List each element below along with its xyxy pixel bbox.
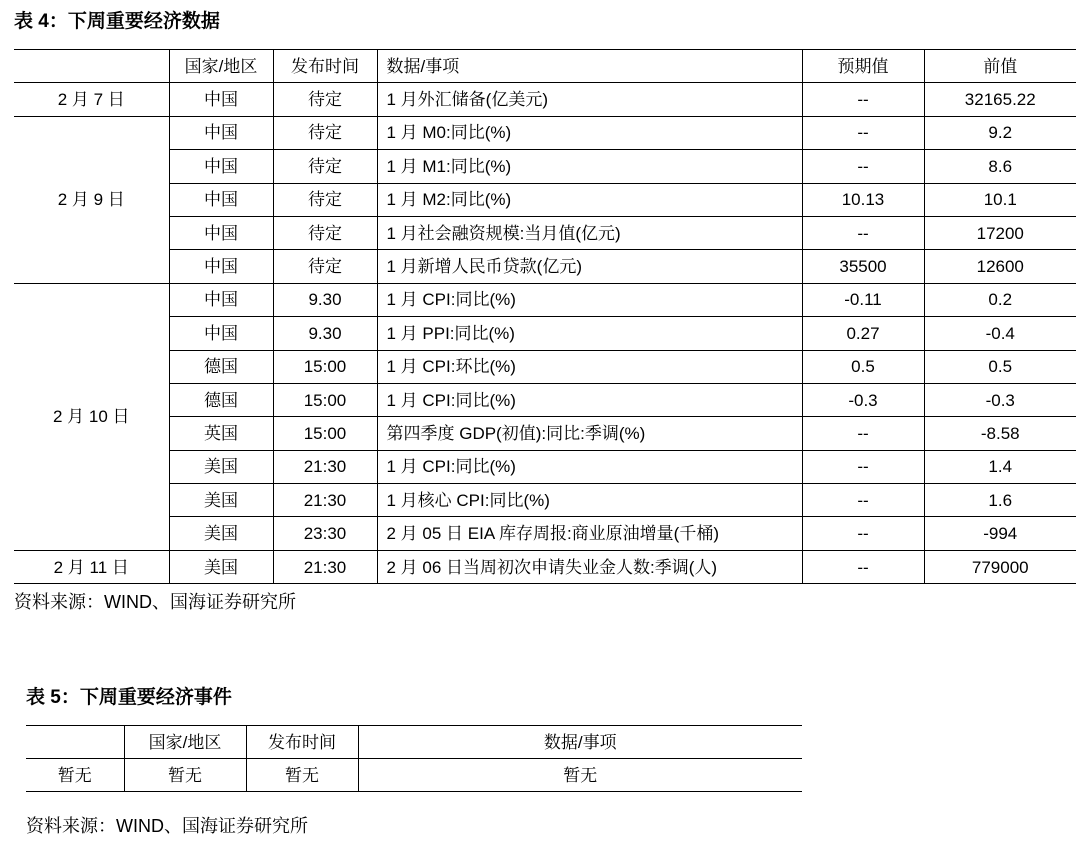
economic-events-table [26,725,802,792]
forecast-cell: -- [802,450,924,483]
country-cell: 美国 [169,550,273,583]
previous-cell: -994 [983,524,1018,544]
table-row [14,417,1076,450]
release-time-cell: 15:00 [273,350,377,383]
previous-cell: -0.3 [924,383,1076,416]
header-item: 数据/事项 [377,50,802,83]
item-cell: 1 月 CPI:环比(%) [377,350,802,383]
previous-cell: 10.1 [924,183,1076,216]
event-date-cell: 暂无 [26,759,124,792]
table-row [14,283,1076,316]
event-item-cell: 暂无 [563,765,598,785]
header-date [26,726,124,759]
previous-cell: 8.6 [924,150,1076,183]
previous-cell: 0.5 [924,350,1076,383]
country-cell: 中国 [169,216,273,249]
item-cell: 1 月社会融资规模:当月值(亿元) [377,216,802,249]
event-country-cell: 暂无 [124,759,246,792]
release-time-cell: 15:00 [273,383,377,416]
country-cell: 中国 [169,150,273,183]
item-cell: 1 月 M1:同比(%) [377,150,802,183]
date-cell: 2 月 7 日 [14,83,169,116]
item-cell: 1 月外汇储备(亿美元) [377,83,802,116]
table4-title: 表 4：下周重要经济数据 [14,11,220,32]
country-cell: 德国 [169,383,273,416]
table-row [14,83,1076,116]
item-cell: 第四季度 GDP(初值):同比:季调(%) [377,417,802,450]
table-row [14,150,1076,183]
previous-cell: 0.2 [924,283,1076,316]
header-item: 数据/事项 [358,726,802,759]
item-cell: 1 月 M0:同比(%) [377,116,802,149]
forecast-cell: -0.11 [802,283,924,316]
country-cell: 英国 [169,417,273,450]
table-row [14,383,1076,416]
forecast-cell: -- [802,116,924,149]
release-time-cell: 21:30 [273,484,377,517]
table-row [14,450,1076,483]
forecast-cell: 0.27 [802,317,924,350]
item-cell: 1 月 PPI:同比(%) [377,317,802,350]
item-cell: 2 月 05 日 EIA 库存周报:商业原油增量(千桶) [377,517,802,550]
date-cell: 2 月 10 日 [14,283,169,550]
item-cell: 1 月 CPI:同比(%) [377,383,802,416]
country-cell: 中国 [169,116,273,149]
previous-cell: 779000 [924,550,1076,583]
release-time-cell: 21:30 [273,550,377,583]
table-row [14,517,1076,550]
table5-source: 资料来源：WIND、国海证券研究所 [26,816,308,836]
release-time-cell: 待定 [273,83,377,116]
release-time-cell: 15:00 [273,417,377,450]
release-time-cell: 9.30 [273,283,377,316]
forecast-cell: -- [802,83,924,116]
release-time-cell: 9.30 [273,317,377,350]
previous-cell: -0.4 [924,317,1076,350]
table-row [14,350,1076,383]
release-time-cell: 待定 [273,150,377,183]
release-time-cell: 待定 [273,183,377,216]
table-row [14,250,1076,283]
country-cell: 中国 [169,317,273,350]
release-time-cell: 21:30 [273,450,377,483]
table5-title: 表 5：下周重要经济事件 [26,687,232,708]
forecast-cell: -- [802,150,924,183]
header-previous: 前值 [924,50,1076,83]
item-cell: 1 月 M2:同比(%) [377,183,802,216]
forecast-cell: 35500 [802,250,924,283]
table4-source: 资料来源：WIND、国海证券研究所 [14,592,296,612]
forecast-cell: -- [802,484,924,517]
item-cell: 1 月 CPI:同比(%) [377,283,802,316]
event-time-cell: 暂无 [246,759,358,792]
previous-cell: 17200 [924,216,1076,249]
item-cell: 1 月 CPI:同比(%) [377,450,802,483]
country-cell: 美国 [169,450,273,483]
forecast-cell: 10.13 [802,183,924,216]
forecast-cell: 0.5 [802,350,924,383]
country-cell: 中国 [169,283,273,316]
item-cell: 1 月新增人民币贷款(亿元) [377,250,802,283]
table-row [14,216,1076,249]
previous-cell: -8.58 [924,417,1076,450]
table-header-row [26,726,802,759]
table-row [14,550,1076,583]
previous-cell: 1.6 [924,484,1076,517]
release-time-cell: 23:30 [273,517,377,550]
previous-cell: 12600 [976,257,1024,277]
economic-data-table [14,49,1076,584]
country-cell: 中国 [169,250,273,283]
forecast-cell: -0.3 [802,383,924,416]
table-row [14,183,1076,216]
country-cell: 美国 [169,484,273,517]
forecast-cell: -- [802,517,924,550]
previous-cell: 1.4 [924,450,1076,483]
release-time-cell: 待定 [273,216,377,249]
country-cell: 德国 [169,350,273,383]
header-release-time: 发布时间 [246,726,358,759]
header-country: 国家/地区 [124,726,246,759]
country-cell: 中国 [169,183,273,216]
header-date [14,50,169,83]
header-release-time: 发布时间 [273,50,377,83]
release-time-cell: 待定 [273,250,377,283]
date-cell: 2 月 9 日 [14,116,169,283]
table-header-row [14,50,1076,83]
forecast-cell: -- [802,216,924,249]
item-cell: 1 月核心 CPI:同比(%) [377,484,802,517]
item-cell: 2 月 06 日当周初次申请失业金人数:季调(人) [377,550,802,583]
table4-body [14,83,1076,584]
forecast-cell: -- [802,417,924,450]
country-cell: 美国 [169,517,273,550]
previous-cell: 9.2 [924,116,1076,149]
previous-cell: 32165.22 [964,90,1036,110]
header-forecast: 预期值 [802,50,924,83]
header-country: 国家/地区 [169,50,273,83]
country-cell: 中国 [169,83,273,116]
release-time-cell: 待定 [273,116,377,149]
table-row [14,116,1076,149]
forecast-cell: -- [802,550,924,583]
table-row [14,317,1076,350]
table-row [26,759,802,792]
table-row [14,484,1076,517]
date-cell: 2 月 11 日 [14,550,169,583]
